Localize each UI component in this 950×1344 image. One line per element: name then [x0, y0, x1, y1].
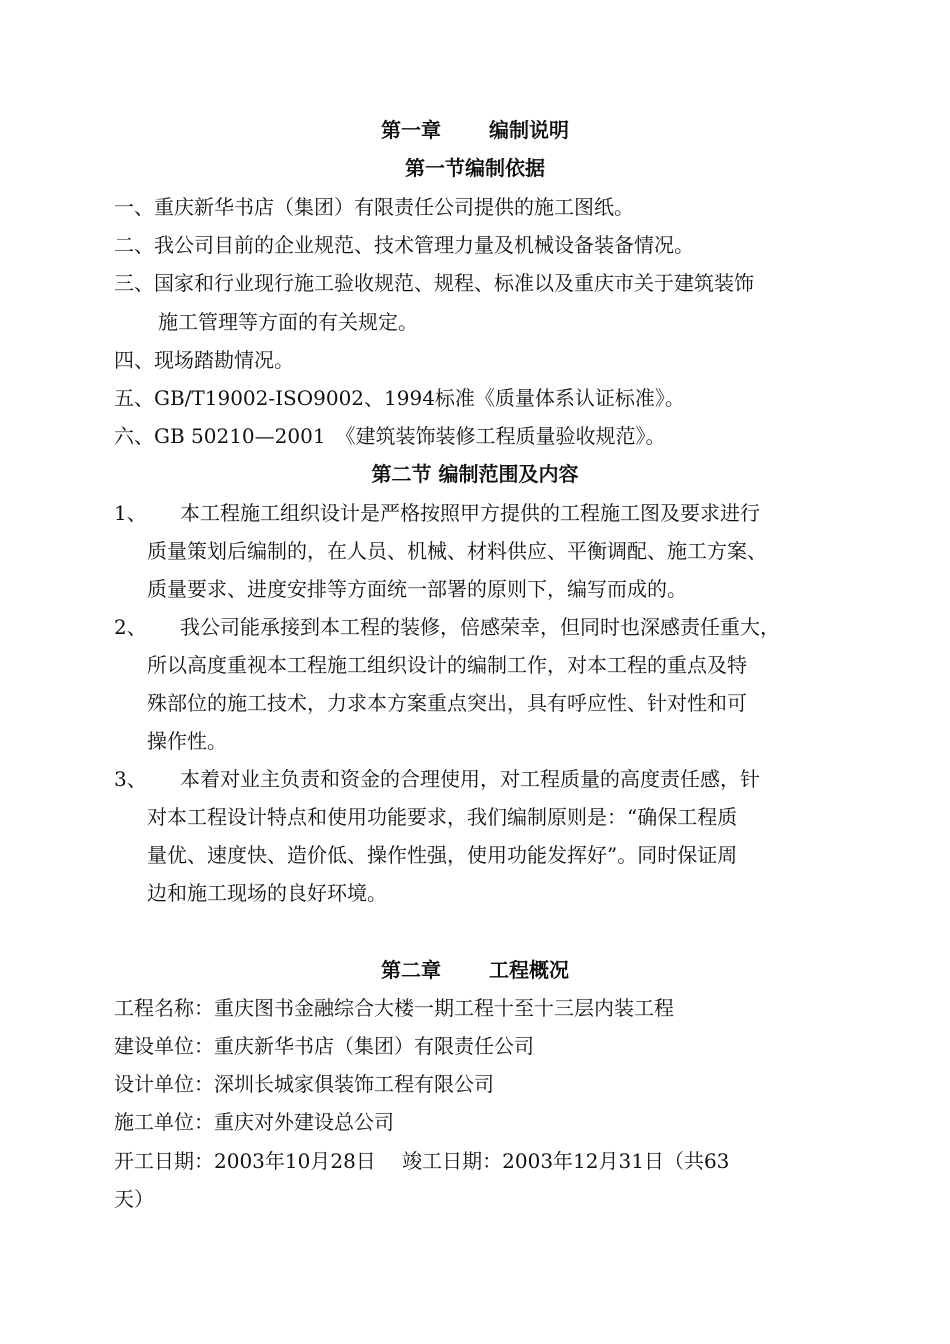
chapter-2-title: 工程概况	[489, 958, 569, 982]
basis-item-2: 二、我公司目前的企业规范、技术管理力量及机械设备装备情况。	[114, 233, 694, 257]
paragraph-1-line-1: 本工程施工组织设计是严格按照甲方提供的工程施工图及要求进行	[180, 501, 760, 525]
paragraph-1-number: 1、	[114, 501, 147, 525]
paragraph-3-line-2: 对本工程设计特点和使用功能要求，我们编制原则是：“确保工程质	[147, 805, 738, 829]
basis-item-1: 一、重庆新华书店（集团）有限责任公司提供的施工图纸。	[114, 195, 634, 219]
paragraph-3-number: 3、	[114, 767, 147, 791]
paragraph-2-line-3: 殊部位的施工技术，力求本方案重点突出，具有呼应性、针对性和可	[147, 691, 747, 715]
paragraph-3-line-4: 边和施工现场的良好环境。	[147, 881, 387, 905]
paragraph-2-line-2: 所以高度重视本工程施工组织设计的编制工作，对本工程的重点及特	[147, 653, 747, 677]
basis-item-5: 五、GB/T19002-ISO9002、1994标准《质量体系认证标准》。	[114, 386, 685, 410]
paragraph-2-line-4: 操作性。	[147, 729, 227, 753]
paragraph-1-line-2: 质量策划后编制的，在人员、机械、材料供应、平衡调配、施工方案、	[147, 539, 767, 563]
chapter-2-heading	[0, 957, 950, 983]
chapter-1-title: 编制说明	[489, 118, 569, 142]
schedule-dates: 开工日期：2003年10月28日 竣工日期：2003年12月31日（共63	[114, 1149, 730, 1173]
paragraph-2-number: 2、	[114, 615, 147, 639]
section-2-heading: 第二节 编制范围及内容	[371, 462, 579, 486]
chapter-1-label: 第一章	[381, 118, 441, 142]
chapter-2-label: 第二章	[381, 958, 441, 982]
chapter-1-heading	[0, 117, 950, 143]
design-unit: 设计单位：深圳长城家俱装饰工程有限公司	[114, 1072, 494, 1096]
schedule-dates-continued: 天）	[114, 1187, 154, 1211]
basis-item-3: 三、国家和行业现行施工验收规范、规程、标准以及重庆市关于建筑装饰	[114, 271, 754, 295]
section-1-heading: 第一节编制依据	[405, 156, 545, 180]
basis-item-4: 四、现场踏勘情况。	[114, 348, 294, 372]
paragraph-2-line-1: 我公司能承接到本工程的装修，倍感荣幸，但同时也深感责任重大，	[180, 615, 780, 639]
project-name: 工程名称：重庆图书金融综合大楼一期工程十至十三层内装工程	[114, 996, 674, 1020]
construction-unit: 建设单位：重庆新华书店（集团）有限责任公司	[114, 1034, 534, 1058]
basis-item-6: 六、GB 50210—2001 《建筑装饰装修工程质量验收规范》。	[114, 424, 666, 448]
basis-item-3-continued: 施工管理等方面的有关规定。	[158, 310, 418, 334]
paragraph-3-line-1: 本着对业主负责和资金的合理使用，对工程质量的高度责任感，针	[180, 767, 760, 791]
paragraph-3-line-3: 量优、速度快、造价低、操作性强，使用功能发挥好”。同时保证周	[147, 843, 738, 867]
contractor-unit: 施工单位：重庆对外建设总公司	[114, 1110, 394, 1134]
paragraph-1-line-3: 质量要求、进度安排等方面统一部署的原则下，编写而成的。	[147, 577, 687, 601]
